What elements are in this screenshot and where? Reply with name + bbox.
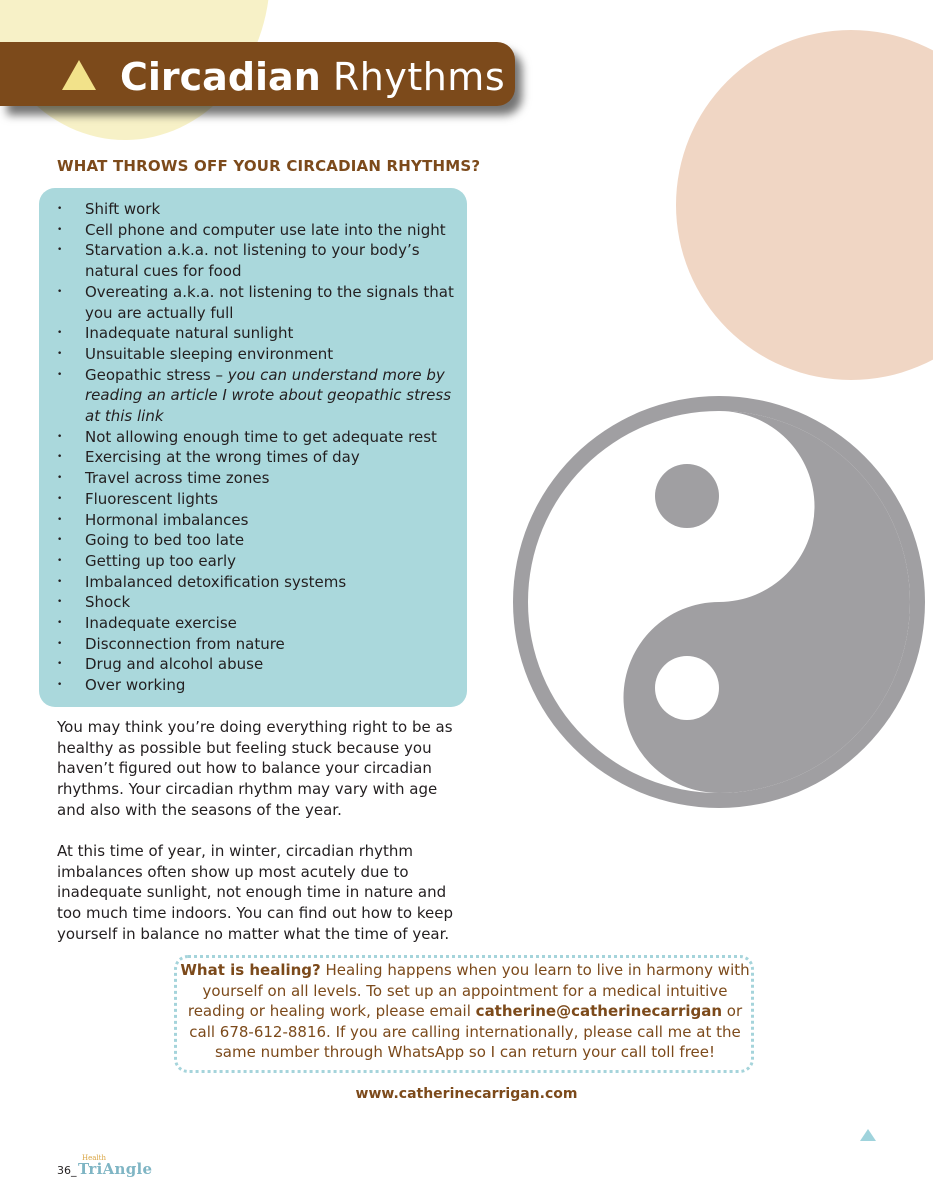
info-text-1: Healing happens when you learn to live in harmony with yourself on all levels. To set up an appointment for a medical intuitive reading or healing work, please email [187, 961, 750, 1020]
list-item [57, 654, 462, 675]
bullet-icon: • [57, 493, 63, 504]
health-triangle-logo [78, 1154, 153, 1182]
list-item-text: Disconnection from nature [85, 634, 285, 653]
bullet-icon: • [57, 348, 63, 359]
healing-info-text [180, 960, 750, 1063]
article-link[interactable]: you can understand more by reading an article I wrote about geopathic stress at this link [85, 365, 452, 426]
bullet-icon: • [57, 204, 63, 214]
bullet-icon: • [57, 597, 63, 608]
list-item-text: Going to bed too late [85, 531, 245, 550]
list-item-text: Inadequate exercise [85, 614, 237, 633]
section-heading: WHAT THROWS OFF YOUR CIRCADIAN RHYTHMS? [57, 157, 481, 175]
list-item-text: Not allowing enough time to get adequate rest [85, 427, 437, 446]
list-item-text: Geopathic stress – [85, 365, 228, 384]
list-item-text: Starvation a.k.a. not listening to your body’s natural cues for food [85, 241, 420, 281]
bullet-icon: • [57, 659, 63, 670]
list-item [57, 634, 462, 655]
list-item [57, 240, 462, 281]
list-item-text: Inadequate natural sunlight [85, 324, 294, 343]
list-item [57, 675, 462, 696]
triangle-icon [61, 59, 97, 91]
list-item-text: Shock [85, 593, 131, 612]
logo-top-text: Health [82, 1154, 106, 1162]
list-item-text: Imbalanced detoxification systems [85, 572, 347, 591]
list-item [57, 551, 462, 572]
bullet-icon: • [57, 555, 63, 566]
bullet-icon: • [57, 638, 63, 649]
list-item [57, 365, 462, 427]
list-item [57, 489, 462, 510]
list-item-text: Cell phone and computer use late into the night [85, 220, 446, 239]
list-item-text: Exercising at the wrong times of day [85, 448, 360, 467]
list-item [57, 468, 462, 489]
decorative-peach-circle [676, 30, 933, 380]
list-item-text: Fluorescent lights [85, 489, 219, 508]
bullet-icon: • [57, 576, 63, 587]
bullet-icon: • [57, 328, 63, 339]
bullet-icon: • [57, 535, 63, 546]
list-item-text: Drug and alcohol abuse [85, 655, 264, 674]
info-lead: What is healing? [180, 961, 321, 979]
list-item-text: Unsuitable sleeping environment [85, 344, 334, 363]
bullet-icon: • [57, 286, 63, 297]
list-item [57, 323, 462, 344]
bullet-icon: • [57, 224, 63, 235]
info-text-2: or call 678-612-8816. If you are calling internationally, please call me at the same number through WhatsApp so I can return your call toll free! [189, 1002, 743, 1061]
bullet-icon: • [57, 245, 63, 256]
page-number: 36_ [57, 1164, 77, 1177]
bullet-icon: • [57, 473, 63, 484]
list-item [57, 220, 462, 241]
body-paragraph-1: You may think you’re doing everything right to be as healthy as possible but feeling stuck because you haven’t figured out how to balance your circadian rhythms. Your circadian rhythm may vary with age and also with the seasons of the year. [57, 718, 453, 819]
email-link[interactable]: catherine@catherinecarrigan [475, 1002, 723, 1020]
list-item-text: Travel across time zones [85, 469, 270, 488]
list-item-text: Shift work [85, 200, 161, 218]
bullet-icon: • [57, 452, 63, 463]
list-item [57, 344, 462, 365]
bullet-icon: • [57, 431, 63, 442]
body-paragraph-2: At this time of year, in winter, circadian rhythm imbalances often show up most acutely due to inadequate sunlight, not enough time in nature and too much time indoors. You can find out how to keep yourself in balance no matter what the time of year. [57, 842, 453, 943]
list-item [57, 427, 462, 448]
corner-triangle-icon [860, 1129, 876, 1141]
list-item-text: Over working [85, 676, 186, 695]
list-item [57, 572, 462, 593]
list-item [57, 592, 462, 613]
causes-list [57, 199, 462, 696]
bullet-icon: • [57, 514, 63, 525]
bullet-icon: • [57, 618, 63, 629]
list-item [57, 282, 462, 323]
list-item [57, 447, 462, 468]
list-item-text: Getting up too early [85, 551, 237, 570]
title-bold-word: Circadian [120, 55, 321, 99]
title-light-word: Rhythms [332, 55, 506, 99]
yin-yang-icon [513, 396, 925, 808]
website-link[interactable]: www.catherinecarrigan.com [355, 1086, 578, 1102]
page-title [120, 52, 505, 102]
list-item [57, 199, 462, 220]
bullet-icon: • [57, 369, 63, 380]
bullet-icon: • [57, 680, 63, 691]
list-item [57, 530, 462, 551]
list-item-text: Overeating a.k.a. not listening to the signals that you are actually full [85, 282, 454, 322]
list-item [57, 510, 462, 531]
logo-main-text: TriAngle [78, 1160, 153, 1178]
list-item-text: Hormonal imbalances [85, 510, 249, 529]
list-item [57, 613, 462, 634]
